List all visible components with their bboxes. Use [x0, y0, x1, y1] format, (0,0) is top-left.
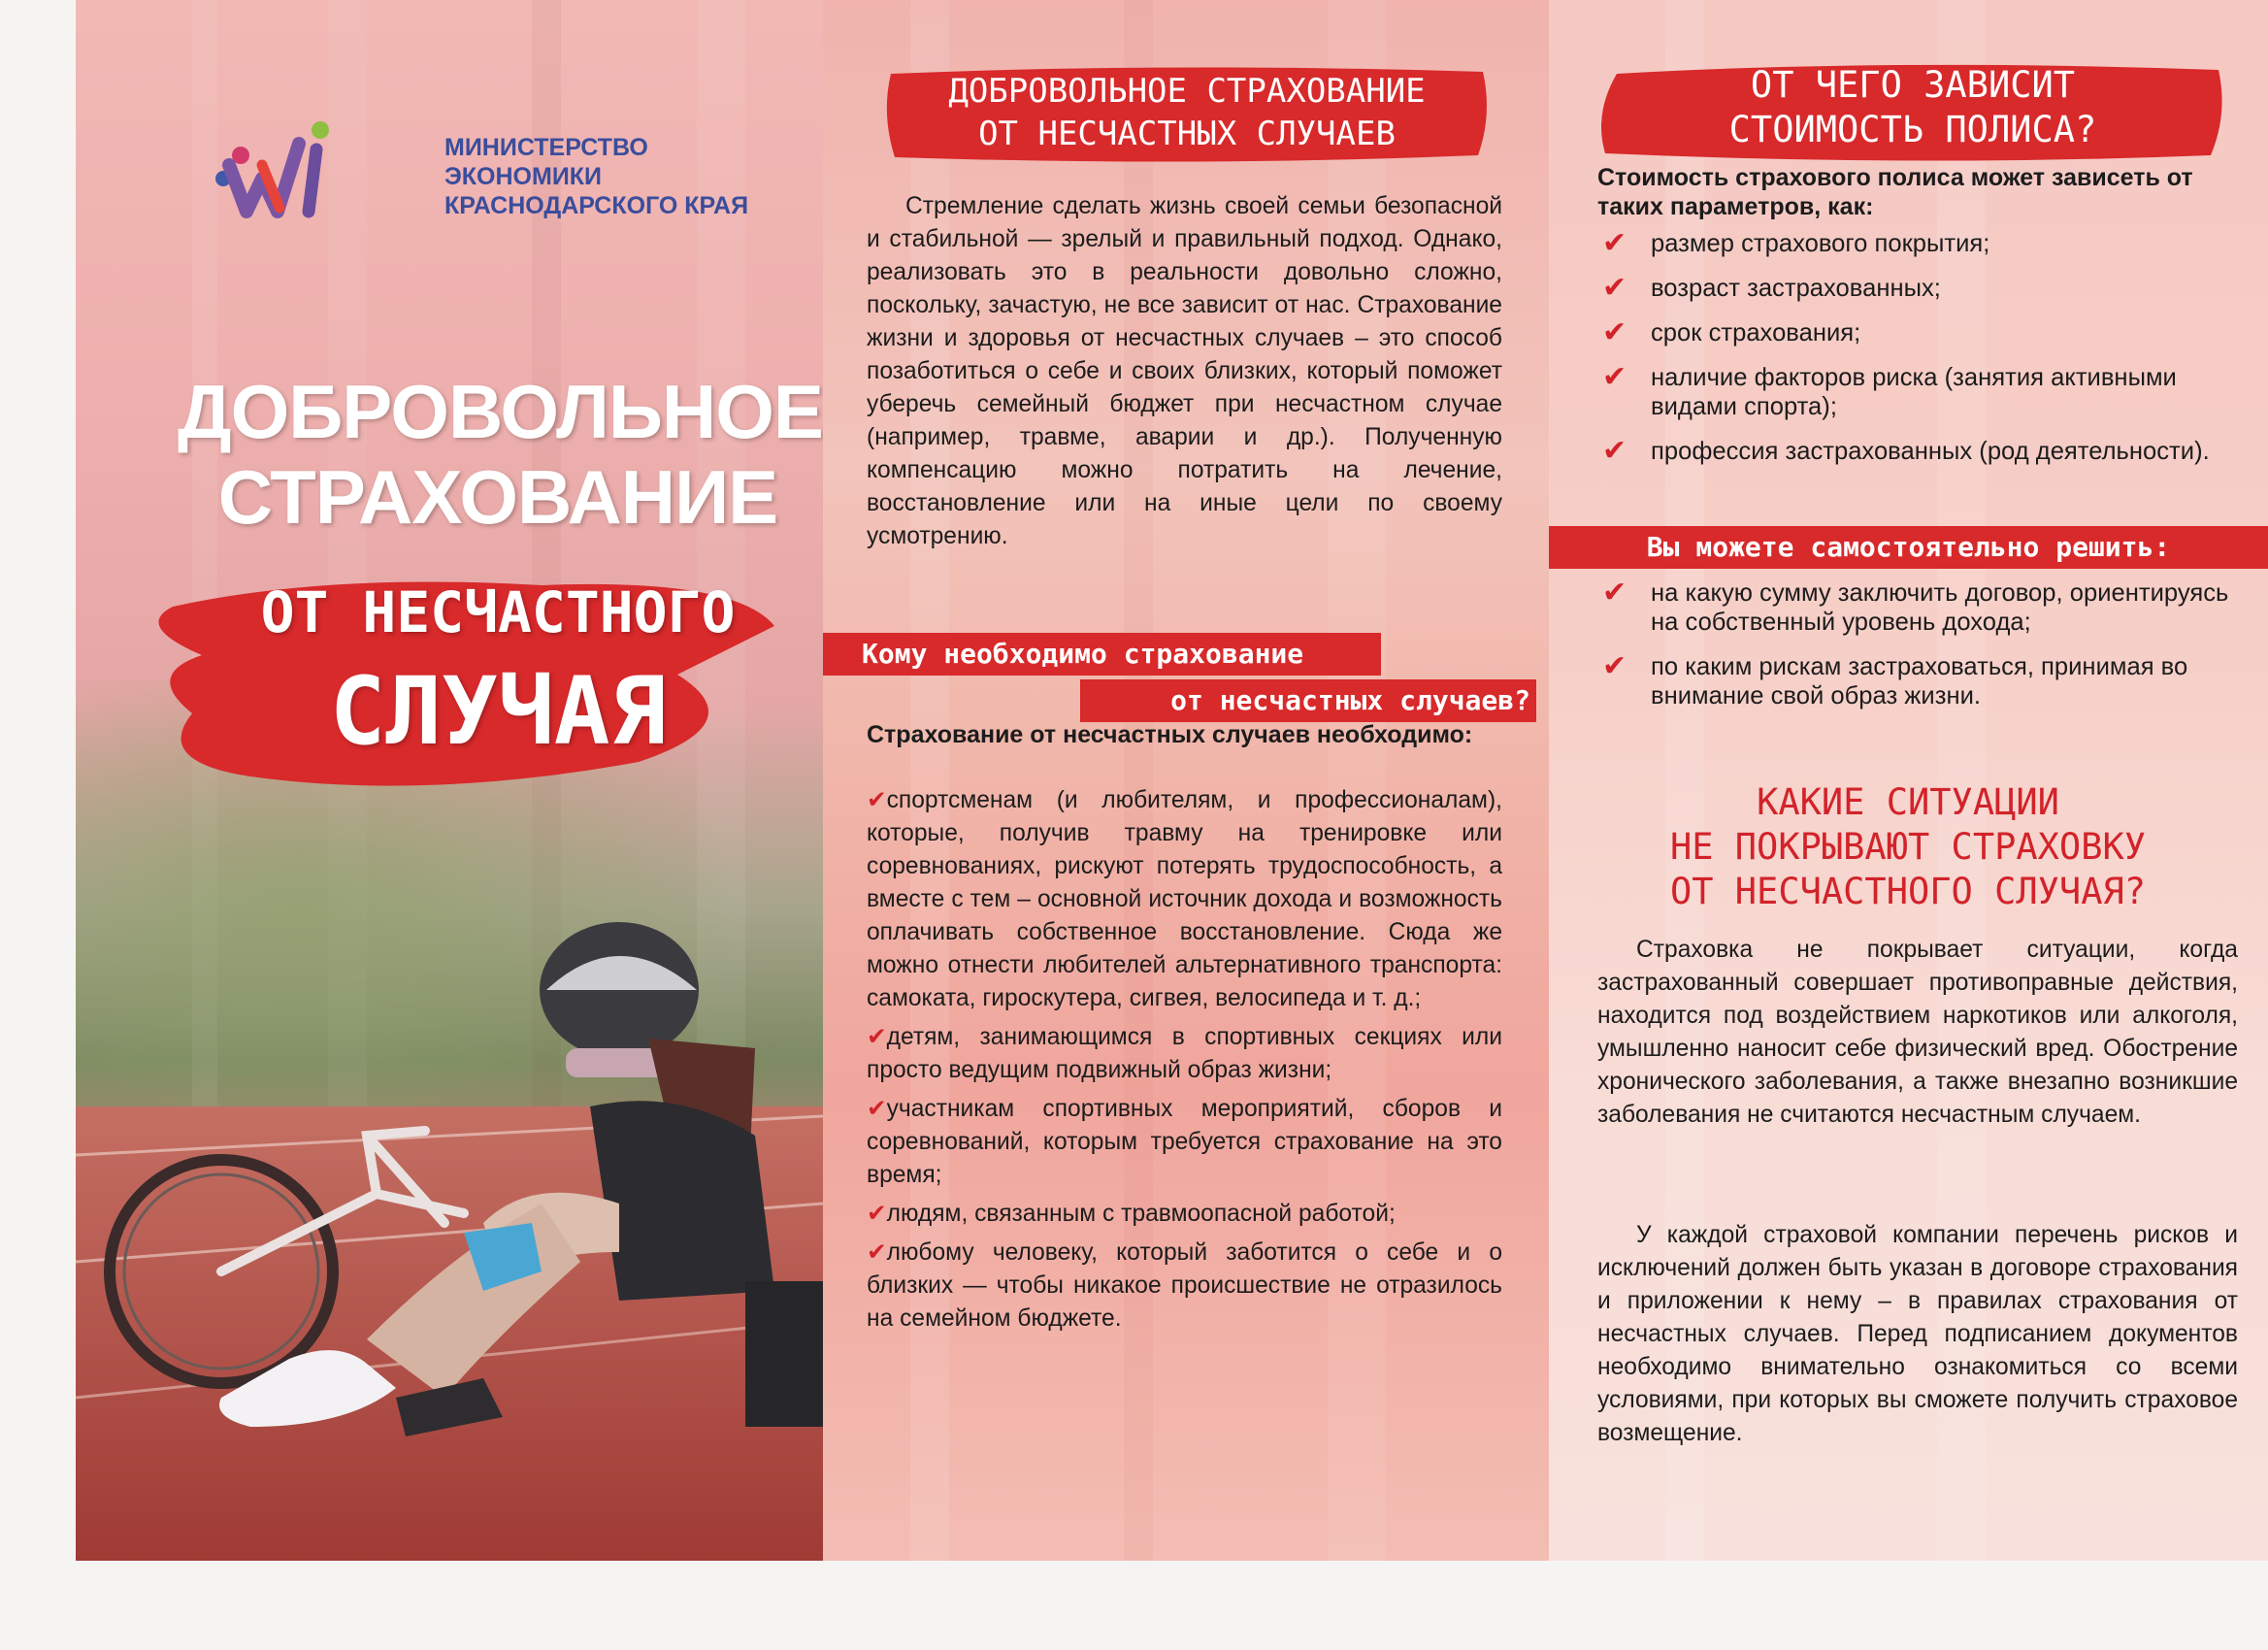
exclusions-heading: КАКИЕ СИТУАЦИИ НЕ ПОКРЫВАЮТ СТРАХОВКУ ОТ НЕСЧАСТНОГО СЛУЧАЯ? — [1669, 781, 2147, 912]
check-icon: ✔ — [1602, 227, 1627, 259]
check-icon: ✔ — [1602, 577, 1627, 609]
cover-title-line3: ОТ НЕСЧАСТНОГО — [260, 579, 736, 645]
who-needs-banner-line1: Кому необходимо страхование — [823, 633, 1381, 676]
price-params-list — [1602, 229, 2243, 481]
cover-title-line2: СТРАХОВАНИЕ — [217, 454, 778, 540]
list-item: ✔спортсменам (и любителям, и профессионалам), которые, получив травму на тренировке или соревнованиях, рискуют потерять трудоспособность, а вместе с тем – основной источник дохода и возможность оплачивать собственное восстановление. Сюда же можно отнести любителей альтернативного транспорта: самоката, гироскутера, сигвея, велосипеда и т. д.; — [867, 787, 1502, 1011]
check-icon: ✔ — [867, 1239, 887, 1266]
check-icon: ✔ — [1602, 272, 1627, 304]
middle-panel — [823, 0, 1549, 1561]
check-icon: ✔ — [867, 1201, 887, 1227]
list-item: ✔участникам спортивных мероприятий, сборов и соревнований, которым требуется страхование на это время; — [867, 1096, 1502, 1188]
check-icon: ✔ — [867, 1024, 887, 1050]
decide-banner: Вы можете самостоятельно решить: — [1549, 526, 2268, 569]
cover-title-line4: СЛУЧАЯ — [329, 657, 667, 766]
check-icon: ✔ — [867, 1096, 887, 1122]
list-item: ✔ наличие факторов риска (занятия активными видами спорта); — [1602, 361, 2177, 420]
exclusions-paragraph: Страховка не покрывает ситуации, когда застрахованный совершает противоправные действия, находится под воздействием наркотиков или алкоголя, умышленно наносит себе физический вред. Обострение хронического заболевания, а также внезапно возникшие заболевания не считаются несчастным случаем. — [1597, 937, 2238, 1128]
who-needs-list — [867, 784, 1502, 1341]
section-title: ДОБРОВОЛЬНОЕ СТРАХОВАНИЕ ОТ НЕСЧАСТНЫХ СЛУЧАЕВ — [948, 72, 1426, 153]
ministry-name: МИНИСТЕРСТВО ЭКОНОМИКИ КРАСНОДАРСКОГО КРАЯ — [444, 134, 749, 219]
check-icon: ✔ — [867, 787, 887, 813]
list-item: ✔ по каким рискам застраховаться, принимая во внимание свой образ жизни. — [1602, 650, 2188, 710]
list-item: ✔ размер страхового покрытия; — [1602, 227, 1990, 259]
cover-title-line1: ДОБРОВОЛЬНОЕ — [178, 369, 823, 454]
list-item: ✔ профессия застрахованных (род деятельности). — [1602, 435, 2210, 467]
price-title: ОТ ЧЕГО ЗАВИСИТ СТОИМОСТЬ ПОЛИСА? — [1728, 64, 2097, 150]
check-icon: ✔ — [1602, 361, 1627, 393]
list-item: ✔ возраст застрахованных; — [1602, 272, 1941, 304]
check-icon: ✔ — [1602, 316, 1627, 348]
cover-panel — [76, 0, 823, 1561]
who-needs-lead: Страхование от несчастных случаев необходимо: — [867, 721, 1473, 748]
right-panel — [1549, 0, 2268, 1561]
who-needs-banner-line2: от несчастных случаев? — [1080, 679, 1536, 722]
list-item: ✔детям, занимающимся в спортивных секциях или просто ведущим подвижный образ жизни; — [867, 1024, 1502, 1083]
price-lead: Стоимость страхового полиса может зависеть от таких параметров, как: — [1597, 164, 2193, 220]
list-item: ✔ срок страхования; — [1602, 316, 1861, 348]
check-icon: ✔ — [1602, 435, 1627, 467]
check-icon: ✔ — [1602, 650, 1627, 682]
intro-paragraph: Стремление сделать жизнь своей семьи безопасной и стабильной — зрелый и правильный подход. Однако, реализовать это в реальности довольно сложно, поскольку, зачастую, не все зависит от нас. Страхование жизни и здоровья от несчастных случаев – это способ позаботиться о себе и своих близких, который поможет уберечь семейный бюджет при несчастном случае (например, травме, аварии и др.). Полученную компенсацию можно потратить на лечение, восстановление или на иные цели по своему усмотрению. — [867, 193, 1502, 549]
contract-paragraph: У каждой страховой компании перечень рисков и исключений должен быть указан в договоре страхования и приложении к нему – в правилах страхования от несчастных случаев. Перед подписанием документов необходимо внимательно ознакомиться со всеми условиями, при которых вы сможете получить страховое возмещение. — [1597, 1222, 2238, 1446]
decide-list — [1602, 578, 2243, 726]
list-item: ✔ на какую сумму заключить договор, ориентируясь на собственный уровень дохода; — [1602, 577, 2229, 636]
list-item: ✔людям, связанным с травмоопасной работой; — [867, 1201, 1396, 1227]
list-item: ✔любому человеку, который заботится о себе и о близких — чтобы никакое происшествие не отразилось на семейном бюджете. — [867, 1239, 1502, 1332]
